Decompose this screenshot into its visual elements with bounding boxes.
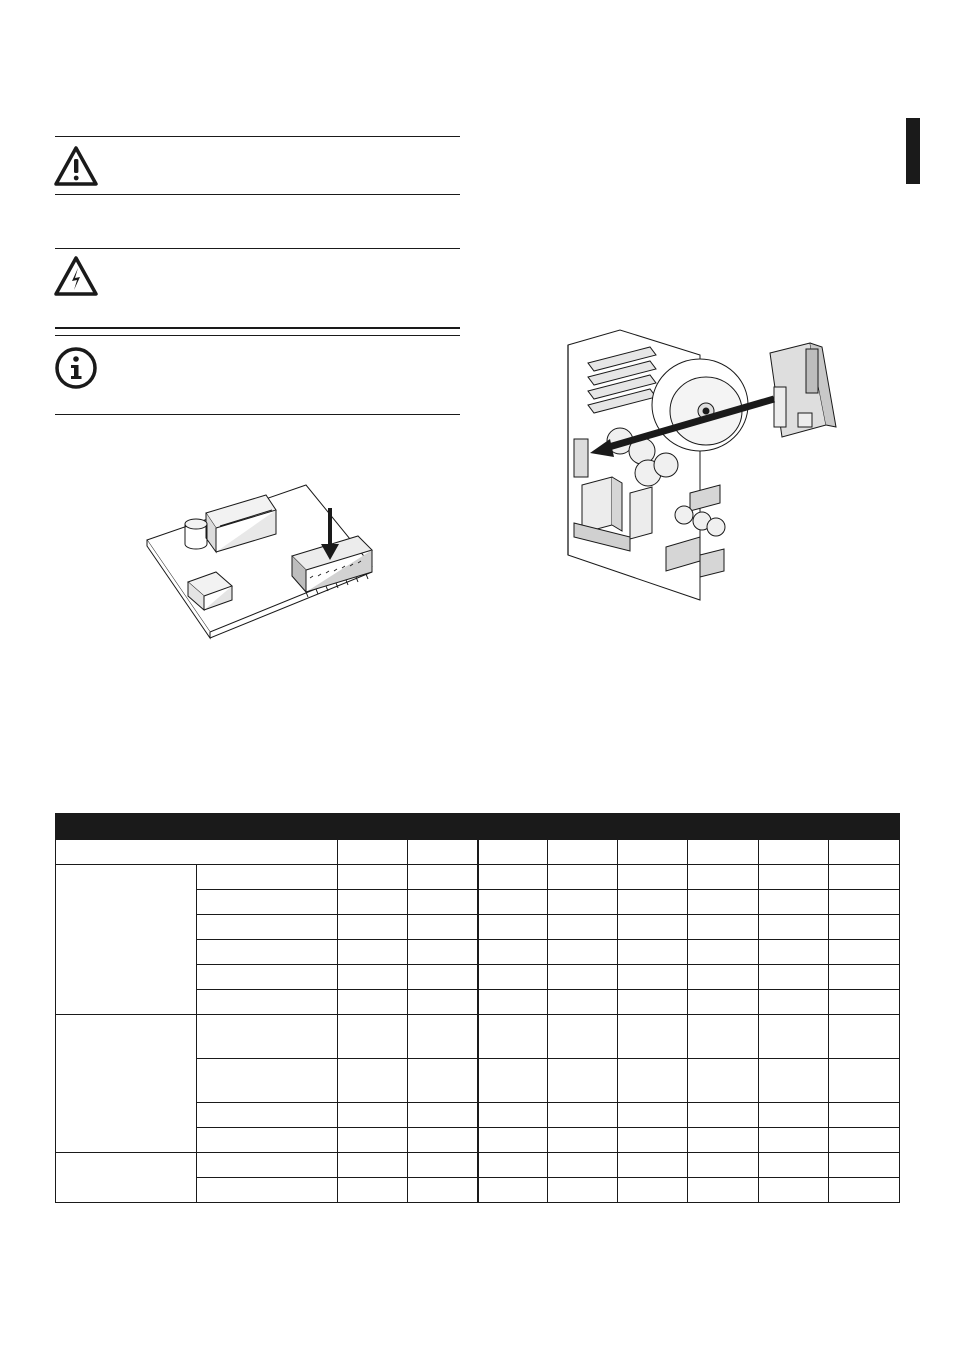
table-cell: [478, 1015, 548, 1059]
table-cell: [688, 1153, 759, 1178]
table-cell: [829, 1015, 900, 1059]
table-cell: [688, 990, 759, 1015]
table-cell: [197, 1103, 338, 1128]
table-cell: [688, 1178, 759, 1203]
table-cell: [759, 1103, 829, 1128]
table-cell: [548, 1178, 618, 1203]
table-row: [56, 1015, 900, 1059]
table-cell: [618, 890, 688, 915]
table-cell: [759, 1059, 829, 1103]
table-cell: [338, 990, 408, 1015]
notice-top-rule: [55, 248, 460, 249]
table-cell: [759, 1015, 829, 1059]
table-cell: [548, 890, 618, 915]
table-cell: [548, 915, 618, 940]
table-cell: [759, 990, 829, 1015]
table-cell: [478, 1153, 548, 1178]
table-cell: [548, 1128, 618, 1153]
table-cell: [618, 915, 688, 940]
board-connector-figure: [140, 480, 400, 645]
table-cell: [478, 940, 548, 965]
table-cell: [408, 1059, 478, 1103]
table-cell: [829, 990, 900, 1015]
table-cell: [829, 965, 900, 990]
table-cell: [197, 915, 338, 940]
table-cell: [197, 1128, 338, 1153]
control-unit-figure: [560, 325, 850, 610]
notice-bottom-rule: [55, 327, 460, 329]
section-tab-marker: [906, 118, 920, 184]
table-cell: [197, 990, 338, 1015]
table-cell: [197, 865, 338, 890]
information-icon: [53, 345, 99, 391]
table-cell: [829, 1103, 900, 1128]
table-cell: [688, 1015, 759, 1059]
table-cell: [408, 1153, 478, 1178]
table-cell: [548, 1059, 618, 1103]
table-cell: [197, 890, 338, 915]
table-cell: [759, 915, 829, 940]
table-cell: [338, 965, 408, 990]
table-cell: [829, 940, 900, 965]
table-cell: [408, 940, 478, 965]
table-cell: [759, 1178, 829, 1203]
table-cell: [829, 1128, 900, 1153]
table-cell: [408, 890, 478, 915]
table-cell: [759, 1153, 829, 1178]
table-cell: [759, 1128, 829, 1153]
table-header-cell: [759, 840, 829, 865]
table-cell: [548, 990, 618, 1015]
table-cell: [338, 890, 408, 915]
table-group-cell: [56, 1153, 197, 1203]
table-header-cell: [829, 840, 900, 865]
table-cell: [478, 915, 548, 940]
table-header-cell: [408, 840, 478, 865]
table-cell: [829, 890, 900, 915]
table-cell: [478, 865, 548, 890]
table-cell: [408, 1178, 478, 1203]
table-cell: [338, 1178, 408, 1203]
table-cell: [688, 940, 759, 965]
table-cell: [478, 1059, 548, 1103]
table-cell: [478, 1103, 548, 1128]
table-header-cell: [618, 840, 688, 865]
table-header-cell: [478, 840, 548, 865]
table-cell: [688, 865, 759, 890]
table-header-cell: [56, 840, 338, 865]
table-cell: [478, 890, 548, 915]
table-header-cell: [688, 840, 759, 865]
table-cell: [618, 1103, 688, 1128]
table-cell: [338, 915, 408, 940]
table-cell: [408, 1015, 478, 1059]
table-cell: [548, 965, 618, 990]
table-title-row: [56, 814, 900, 840]
table-cell: [618, 1128, 688, 1153]
notice-top-rule: [55, 335, 460, 336]
notice-bottom-rule: [55, 414, 460, 415]
table-cell: [829, 865, 900, 890]
table-cell: [408, 965, 478, 990]
table-cell: [338, 940, 408, 965]
table-cell: [548, 1015, 618, 1059]
table-cell: [618, 1178, 688, 1203]
table-cell: [548, 865, 618, 890]
table-cell: [759, 965, 829, 990]
table-cell: [759, 865, 829, 890]
table-cell: [408, 1103, 478, 1128]
table-row: [56, 1153, 900, 1178]
table-cell: [338, 1153, 408, 1178]
warning-triangle-icon: [53, 144, 99, 190]
table-cell: [688, 1059, 759, 1103]
notice-top-rule: [55, 136, 460, 137]
table-title-cell: [56, 814, 900, 840]
table-cell: [618, 865, 688, 890]
table-cell: [478, 965, 548, 990]
table-header-cell: [338, 840, 408, 865]
table-cell: [408, 990, 478, 1015]
table-group-cell: [56, 1015, 197, 1153]
table-cell: [618, 1015, 688, 1059]
notice-bottom-rule: [55, 194, 460, 195]
table-cell: [338, 1128, 408, 1153]
specification-table: [55, 813, 900, 1203]
table-cell: [408, 1128, 478, 1153]
table-cell: [688, 1128, 759, 1153]
table-cell: [408, 915, 478, 940]
electric-shock-icon: [53, 254, 99, 300]
table-cell: [618, 940, 688, 965]
table-cell: [759, 890, 829, 915]
table-header-row: [56, 840, 900, 865]
table-cell: [759, 940, 829, 965]
table-cell: [197, 1059, 338, 1103]
table-group-cell: [56, 865, 197, 1015]
table-cell: [829, 915, 900, 940]
table-cell: [618, 965, 688, 990]
table-cell: [478, 1178, 548, 1203]
table-cell: [618, 1059, 688, 1103]
table-cell: [548, 1153, 618, 1178]
table-cell: [478, 1128, 548, 1153]
table-cell: [197, 1153, 338, 1178]
table-cell: [688, 1103, 759, 1128]
table-cell: [197, 1015, 338, 1059]
table-cell: [548, 940, 618, 965]
table-cell: [618, 990, 688, 1015]
table-row: [56, 865, 900, 890]
table-cell: [197, 940, 338, 965]
table-cell: [197, 1178, 338, 1203]
table-cell: [618, 1153, 688, 1178]
table-cell: [338, 865, 408, 890]
table-cell: [688, 915, 759, 940]
table-cell: [338, 1103, 408, 1128]
table-header-cell: [548, 840, 618, 865]
table-cell: [829, 1178, 900, 1203]
table-cell: [338, 1015, 408, 1059]
table-cell: [197, 965, 338, 990]
table-cell: [829, 1059, 900, 1103]
table-cell: [548, 1103, 618, 1128]
table-cell: [338, 1059, 408, 1103]
table-cell: [688, 965, 759, 990]
table-cell: [478, 990, 548, 1015]
table-cell: [688, 890, 759, 915]
table-cell: [829, 1153, 900, 1178]
table-cell: [408, 865, 478, 890]
